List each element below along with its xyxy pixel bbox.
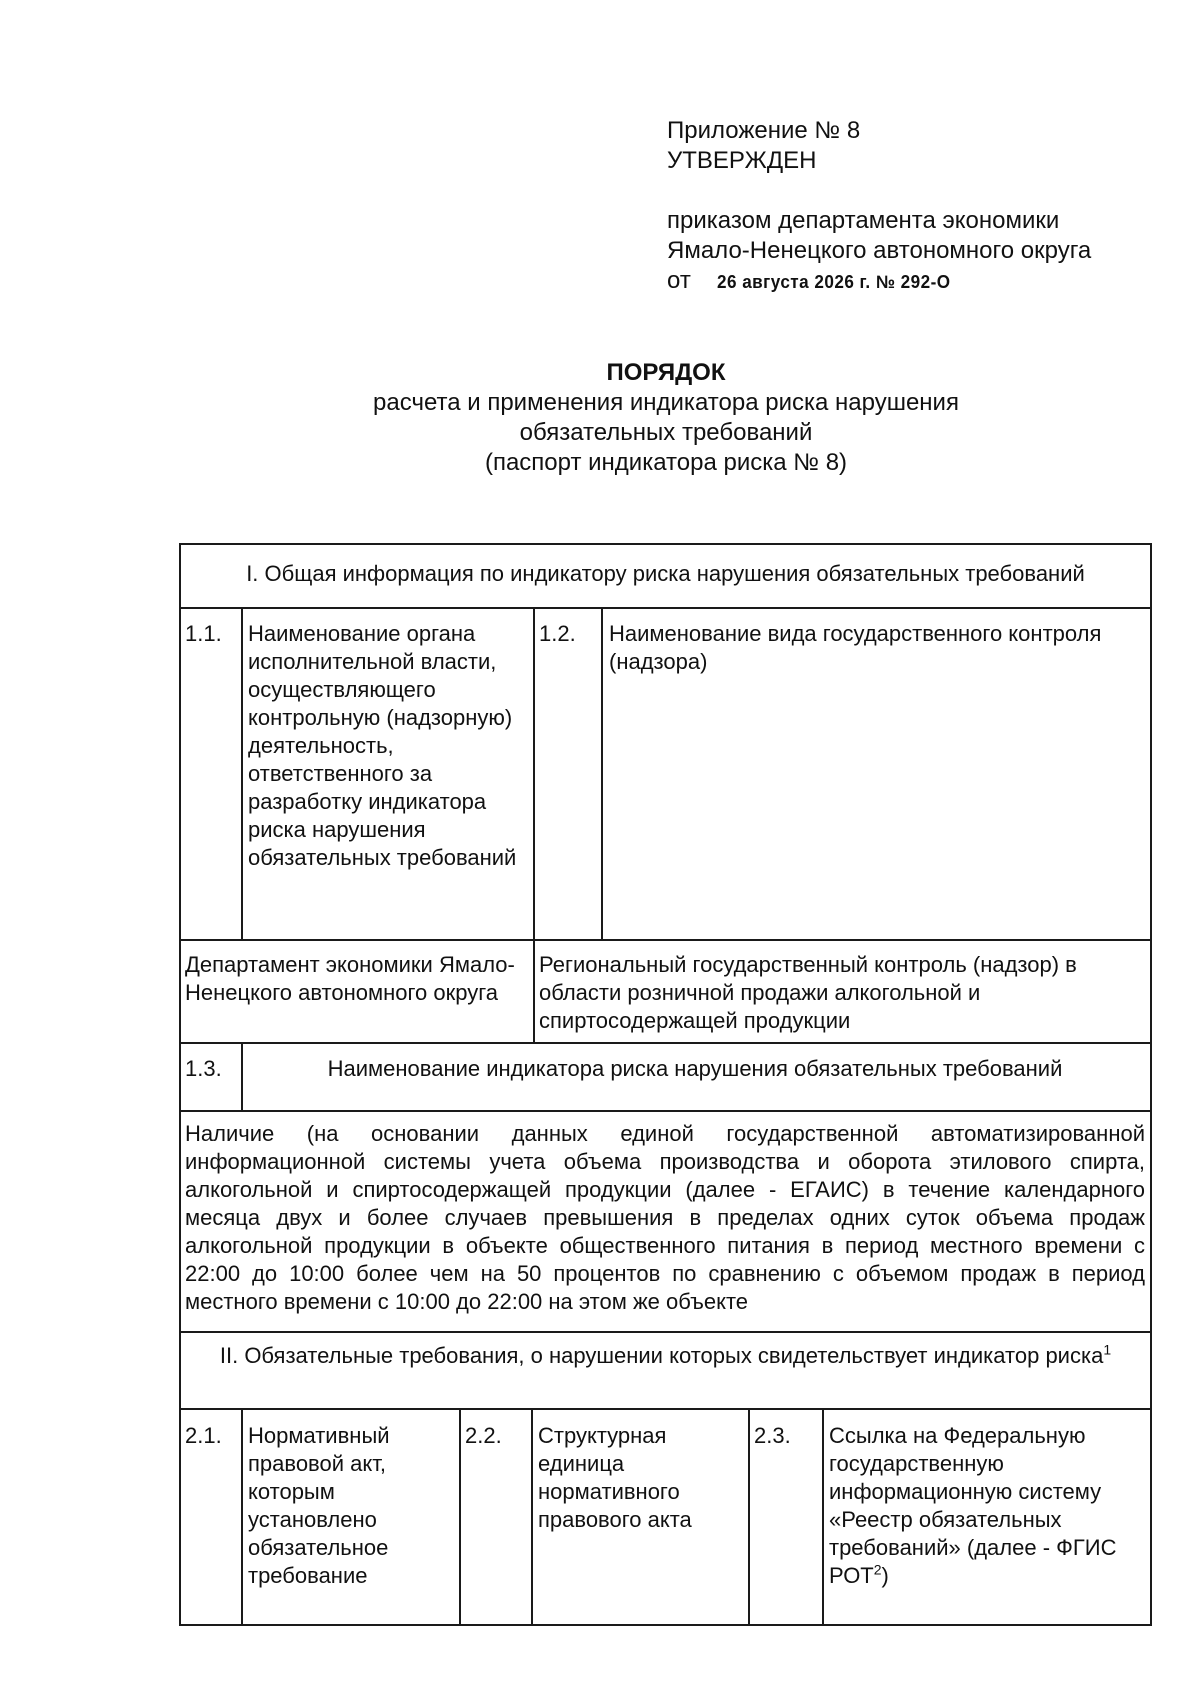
item-2-3-label xyxy=(829,1422,1145,1590)
item-2-3-number: 2.3. xyxy=(754,1423,791,1448)
item-2-3-closing-paren: ) xyxy=(881,1563,889,1588)
table-rule xyxy=(181,939,1150,941)
table-rule xyxy=(241,608,243,939)
table-rule xyxy=(533,608,535,1042)
table-rule xyxy=(601,608,603,939)
date-prefix: от xyxy=(667,267,691,294)
item-2-2-number: 2.2. xyxy=(465,1423,502,1448)
section-1-title: I. Общая информация по индикатору риска нарушения обязательных требований xyxy=(246,561,1085,586)
table-rule xyxy=(241,1409,243,1626)
item-1-2-label: Наименование вида государственного контроля (надзора) xyxy=(609,621,1102,674)
appendix-number: Приложение № 8 xyxy=(667,117,861,144)
item-1-3-value: Наличие (на основании данных единой государственной автоматизированной информационной системы учета объема производства и оборота этилового спирта, алкогольной и спиртосодержащей продукции (далее - ЕГАИС) в течение календарного месяца двух и более случаев превышения в пределах одних суток объема продаж алкогольной продукции в объекте общественного питания в период местного времени с 22:00 до 10:00 более чем на 50 процентов по сравнению с объемом продаж в период местного времени с 10:00 до 22:00 на этом же объекте xyxy=(185,1121,1145,1314)
approval-order-line: приказом департамента экономики xyxy=(667,207,1060,234)
approval-date-row xyxy=(667,266,1167,297)
document-subtitle-line3: (паспорт индикатора риска № 8) xyxy=(484,449,848,476)
item-1-1-number: 1.1. xyxy=(185,621,222,646)
document-subtitle-line2: обязательных требований xyxy=(519,419,813,446)
table-rule xyxy=(531,1409,533,1626)
approval-region-line: Ямало-Ненецкого автономного округа xyxy=(667,237,1092,264)
item-2-1-label: Нормативный правовой акт, которым установлено обязательное требование xyxy=(248,1423,390,1588)
date-stamp: 26 августа 2026 г. № 292-О xyxy=(716,272,951,292)
item-1-3-label: Наименование индикатора риска нарушения обязательных требований xyxy=(327,1056,1063,1081)
footnote-2-marker: 2 xyxy=(873,1561,882,1578)
section-2-title-text: II. Обязательные требования, о нарушении которых свидетельствует индикатор риска xyxy=(219,1343,1104,1368)
item-2-1-number: 2.1. xyxy=(185,1423,222,1448)
section-2-title xyxy=(185,1342,1146,1370)
item-1-1-label: Наименование органа исполнительной власти, осуществляющего контрольную (надзорную) деятельность, ответственного за разработку индикатора риска нарушения обязательных требований xyxy=(248,621,517,870)
document-title-block xyxy=(0,358,1200,478)
approved-label: УТВЕРЖДЕН xyxy=(667,147,817,174)
item-1-2-value: Региональный государственный контроль (надзор) в области розничной продажи алкогольной и спиртосодержащей продукции xyxy=(539,952,1077,1033)
passport-table xyxy=(179,543,1152,1626)
table-rule xyxy=(181,1042,1150,1044)
item-1-1-value: Департамент экономики Ямало-Ненецкого автономного округа xyxy=(185,952,515,1005)
table-rule xyxy=(181,1408,1150,1410)
table-rule xyxy=(181,1110,1150,1112)
spacer xyxy=(667,176,1167,206)
table-rule xyxy=(822,1409,824,1626)
item-2-2-label: Структурная единица нормативного правового акта xyxy=(538,1423,692,1532)
table-rule xyxy=(241,1043,243,1110)
table-rule xyxy=(748,1409,750,1626)
document-subtitle-line1: расчета и применения индикатора риска нарушения xyxy=(373,389,959,416)
item-1-2-number: 1.2. xyxy=(539,621,576,646)
document-heading: ПОРЯДОК xyxy=(606,359,726,386)
item-2-3-label-text: Ссылка на Федеральную государственную информационную систему «Реестр обязательных требований» (далее - ФГИС РОТ xyxy=(829,1423,1117,1588)
table-rule xyxy=(459,1409,461,1626)
item-1-3-number: 1.3. xyxy=(185,1056,222,1081)
table-rule xyxy=(181,1331,1150,1333)
footnote-1-marker: 1 xyxy=(1103,1341,1112,1358)
approval-block xyxy=(667,116,1167,297)
table-rule xyxy=(181,607,1150,609)
